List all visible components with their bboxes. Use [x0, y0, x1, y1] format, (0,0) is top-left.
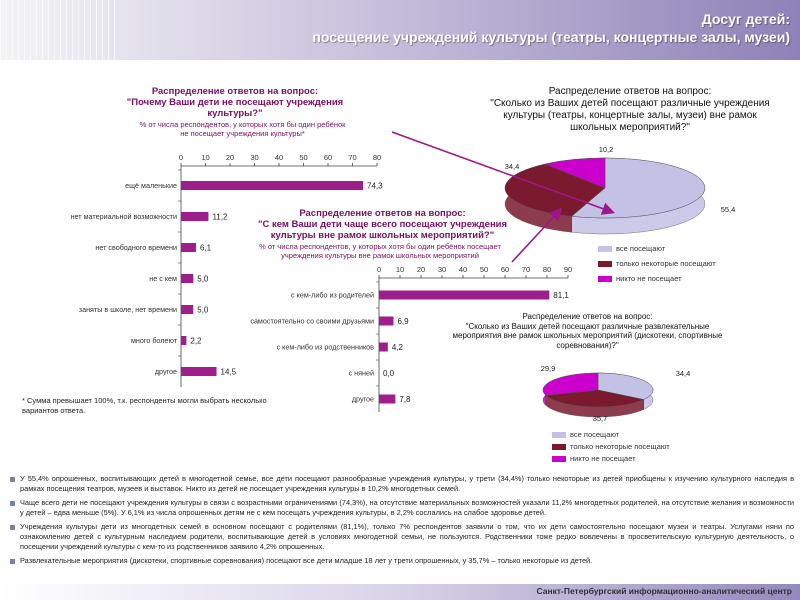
bullet-icon	[10, 477, 15, 482]
bullet-icon	[10, 501, 15, 506]
x-tick-label: 80	[542, 265, 552, 274]
legend-swatch	[552, 444, 566, 450]
pie1-group	[505, 145, 736, 234]
bullet-icon	[10, 559, 15, 564]
category-label: не с кем	[149, 274, 177, 283]
x-tick-label: 80	[372, 153, 382, 162]
bullet-item	[8, 522, 794, 553]
category-label: ещё маленькие	[125, 181, 177, 190]
pie-value-label: 55,4	[720, 205, 736, 214]
legend-label: никто не посещает	[570, 454, 636, 463]
value-label: 81,1	[553, 291, 569, 300]
legend-swatch	[598, 276, 612, 282]
pie-value-label: 34,4	[504, 162, 520, 171]
x-tick-label: 30	[250, 153, 259, 162]
category-label: с кем-либо из родителей	[291, 290, 374, 300]
bar	[379, 395, 395, 404]
legend-label: никто не посещает	[616, 274, 682, 283]
pie2-group	[541, 364, 691, 423]
legend-item	[552, 442, 670, 451]
chart2-title: Распределение ответов на вопрос: "С кем Ваши дети чаще всего посещают учреждения культуры вне рамок школьных мероприятий?"	[257, 208, 508, 241]
pie-value-label: 34,4	[675, 369, 691, 378]
value-label: 6,9	[397, 317, 409, 326]
x-tick-label: 30	[437, 265, 447, 274]
bullet-text: У 55,4% опрошенных, воспитывающих детей в многодетной семье, все дети посещают разнообразные учреждения культуры, у трети (34,4%) только некоторые из детей приобщены к изучению культурного наследия в рамках посещения театров, музеев и выставок. Никто из детей не посещает учреждения культуры в 10,2% многодетных семей.	[20, 474, 794, 494]
category-label: много болеют	[130, 336, 177, 345]
bullet-item	[8, 556, 794, 566]
bar	[379, 343, 388, 352]
bar	[181, 305, 193, 314]
summary-bullets	[8, 474, 794, 569]
chart2-subtitle: % от числа респондентов, у которых хотя бы один ребёнок посещает учреждения культуры вне рамок школьных мероприятий	[259, 242, 501, 260]
chart2-group	[250, 265, 572, 412]
value-label: 5,0	[197, 274, 209, 284]
pie-value-label: 29,9	[540, 364, 556, 373]
legend-item	[552, 454, 636, 463]
bullet-icon	[10, 525, 15, 530]
legend-label: все посещают	[570, 430, 620, 439]
pie-value-label: 10,2	[598, 145, 614, 154]
value-label: 4,2	[391, 343, 403, 352]
legend-label: только некоторые посещают	[616, 259, 716, 268]
bar	[181, 336, 186, 345]
x-tick-label: 20	[416, 265, 426, 274]
category-label: заняты в школе, нет времени	[78, 305, 177, 314]
x-tick-label: 90	[563, 265, 573, 274]
value-label: 74,3	[367, 181, 383, 191]
legend-item	[598, 259, 716, 268]
title-line-2: посещение учреждений культуры (театры, концертные залы, музеи)	[312, 29, 790, 45]
legend-label: только некоторые посещают	[570, 442, 670, 451]
x-tick-label: 50	[479, 265, 489, 274]
category-label: с кем-либо из родственников	[276, 342, 374, 352]
chart1-title: Распределение ответов на вопрос: "Почему Ваши дети не посещают учреждения культуры?"	[126, 86, 344, 119]
category-label: самостоятельно со своими друзьями	[250, 316, 374, 326]
title-line-1: Досуг детей:	[701, 11, 790, 27]
footer-org: Санкт-Петербургский информационно-аналитический центр	[536, 586, 792, 596]
bullet-text: Развлекательные мероприятия (дискотеки, спортивные соревнования) посещают все дети младше 18 лет у трети опрошенных, у 35,7% – только некоторые из детей.	[20, 555, 593, 565]
x-tick-label: 40	[458, 265, 468, 274]
legend-swatch	[552, 432, 566, 438]
pie2-title: Распределение ответов на вопрос: "Сколько из Ваших детей посещают различные развлекательные мероприятия вне рамок школьных мероприятий (дискотеки, спортивные соревнования)?"	[452, 312, 723, 350]
bar	[181, 181, 363, 190]
x-tick-label: 70	[348, 153, 357, 162]
category-label: другое	[154, 367, 177, 376]
category-label: нет свободного времени	[95, 243, 177, 252]
x-tick-label: 10	[395, 265, 405, 274]
legend-item	[598, 274, 682, 283]
legend-item	[598, 244, 665, 253]
bullet-text: Учреждения культуры дети из многодетных семей в основном посещают с родителями (81,1%), только 7% респондентов заявили о том, что их дети самостоятельно посещают музеи и театры. Услугами няни по ознакомлению детей с культурным наследием родители, воспитывающие детей в условиях многодетной семьи, не пользуются. Родственники тоже редко вовлечены в просветительскую культурную деятельность, о посещении учреждений культуры с кем-то из родственников заявило 4,2% опрошенных.	[20, 521, 794, 552]
value-label: 0,0	[383, 369, 395, 378]
bar	[379, 291, 549, 300]
bar	[379, 317, 393, 326]
bullet-text: Чаще всего дети не посещают учреждения культуры в связи с возрастными ограничениями (74,3%), на отсутствие материальных возможностей указали 11,2% многодетных родителей, на отсутствие желания и возможности у детей – едва меньше (5%). У 6,1% из числа опрошенных детям не с кем посещать учреждения культуры, в 2,2% сослались на слабое здоровье детей.	[20, 497, 794, 518]
category-label: с няней	[348, 368, 374, 378]
chart1-subtitle: % от числа респондентов, у которых хотя бы один ребёнок не посещает учреждения культуры*	[139, 120, 346, 138]
value-label: 14,5	[220, 367, 237, 377]
bar	[181, 274, 193, 283]
bar	[181, 212, 208, 221]
x-tick-label: 50	[299, 153, 308, 162]
legend-swatch	[598, 246, 612, 252]
bar	[181, 243, 196, 252]
pie1-title: Распределение ответов на вопрос: "Сколько из Ваших детей посещают различные учреждения культуры (театры, концертные залы, музеи) вне рамок школьных мероприятий?"	[490, 86, 770, 133]
category-label: другое	[351, 394, 374, 404]
chart1-group	[71, 153, 384, 387]
bullet-item	[8, 474, 794, 495]
value-label: 11,2	[212, 212, 228, 222]
value-label: 7,8	[399, 395, 411, 404]
value-label: 2,2	[190, 336, 202, 346]
pie-value-label: 35,7	[592, 414, 608, 423]
x-tick-label: 40	[274, 153, 284, 162]
legend-swatch	[598, 261, 612, 267]
footnote: * Сумма превышает 100%, т.к. респонденты могли выбрать несколько вариантов ответа.	[22, 396, 267, 415]
x-tick-label: 60	[500, 265, 510, 274]
x-tick-label: 20	[225, 153, 235, 162]
value-label: 6,1	[199, 243, 212, 253]
x-tick-label: 70	[521, 265, 531, 274]
bar	[181, 367, 217, 376]
bullet-item	[8, 498, 794, 519]
x-tick-label: 0	[178, 153, 184, 162]
x-tick-label: 60	[323, 153, 333, 162]
value-label: 5,0	[197, 305, 209, 315]
x-tick-label: 0	[376, 265, 382, 274]
legend-label: все посещают	[616, 244, 666, 253]
legend-item	[552, 430, 619, 439]
legend-swatch	[552, 456, 566, 462]
category-label: нет материальной возможности	[70, 212, 177, 221]
x-tick-label: 10	[201, 153, 210, 162]
